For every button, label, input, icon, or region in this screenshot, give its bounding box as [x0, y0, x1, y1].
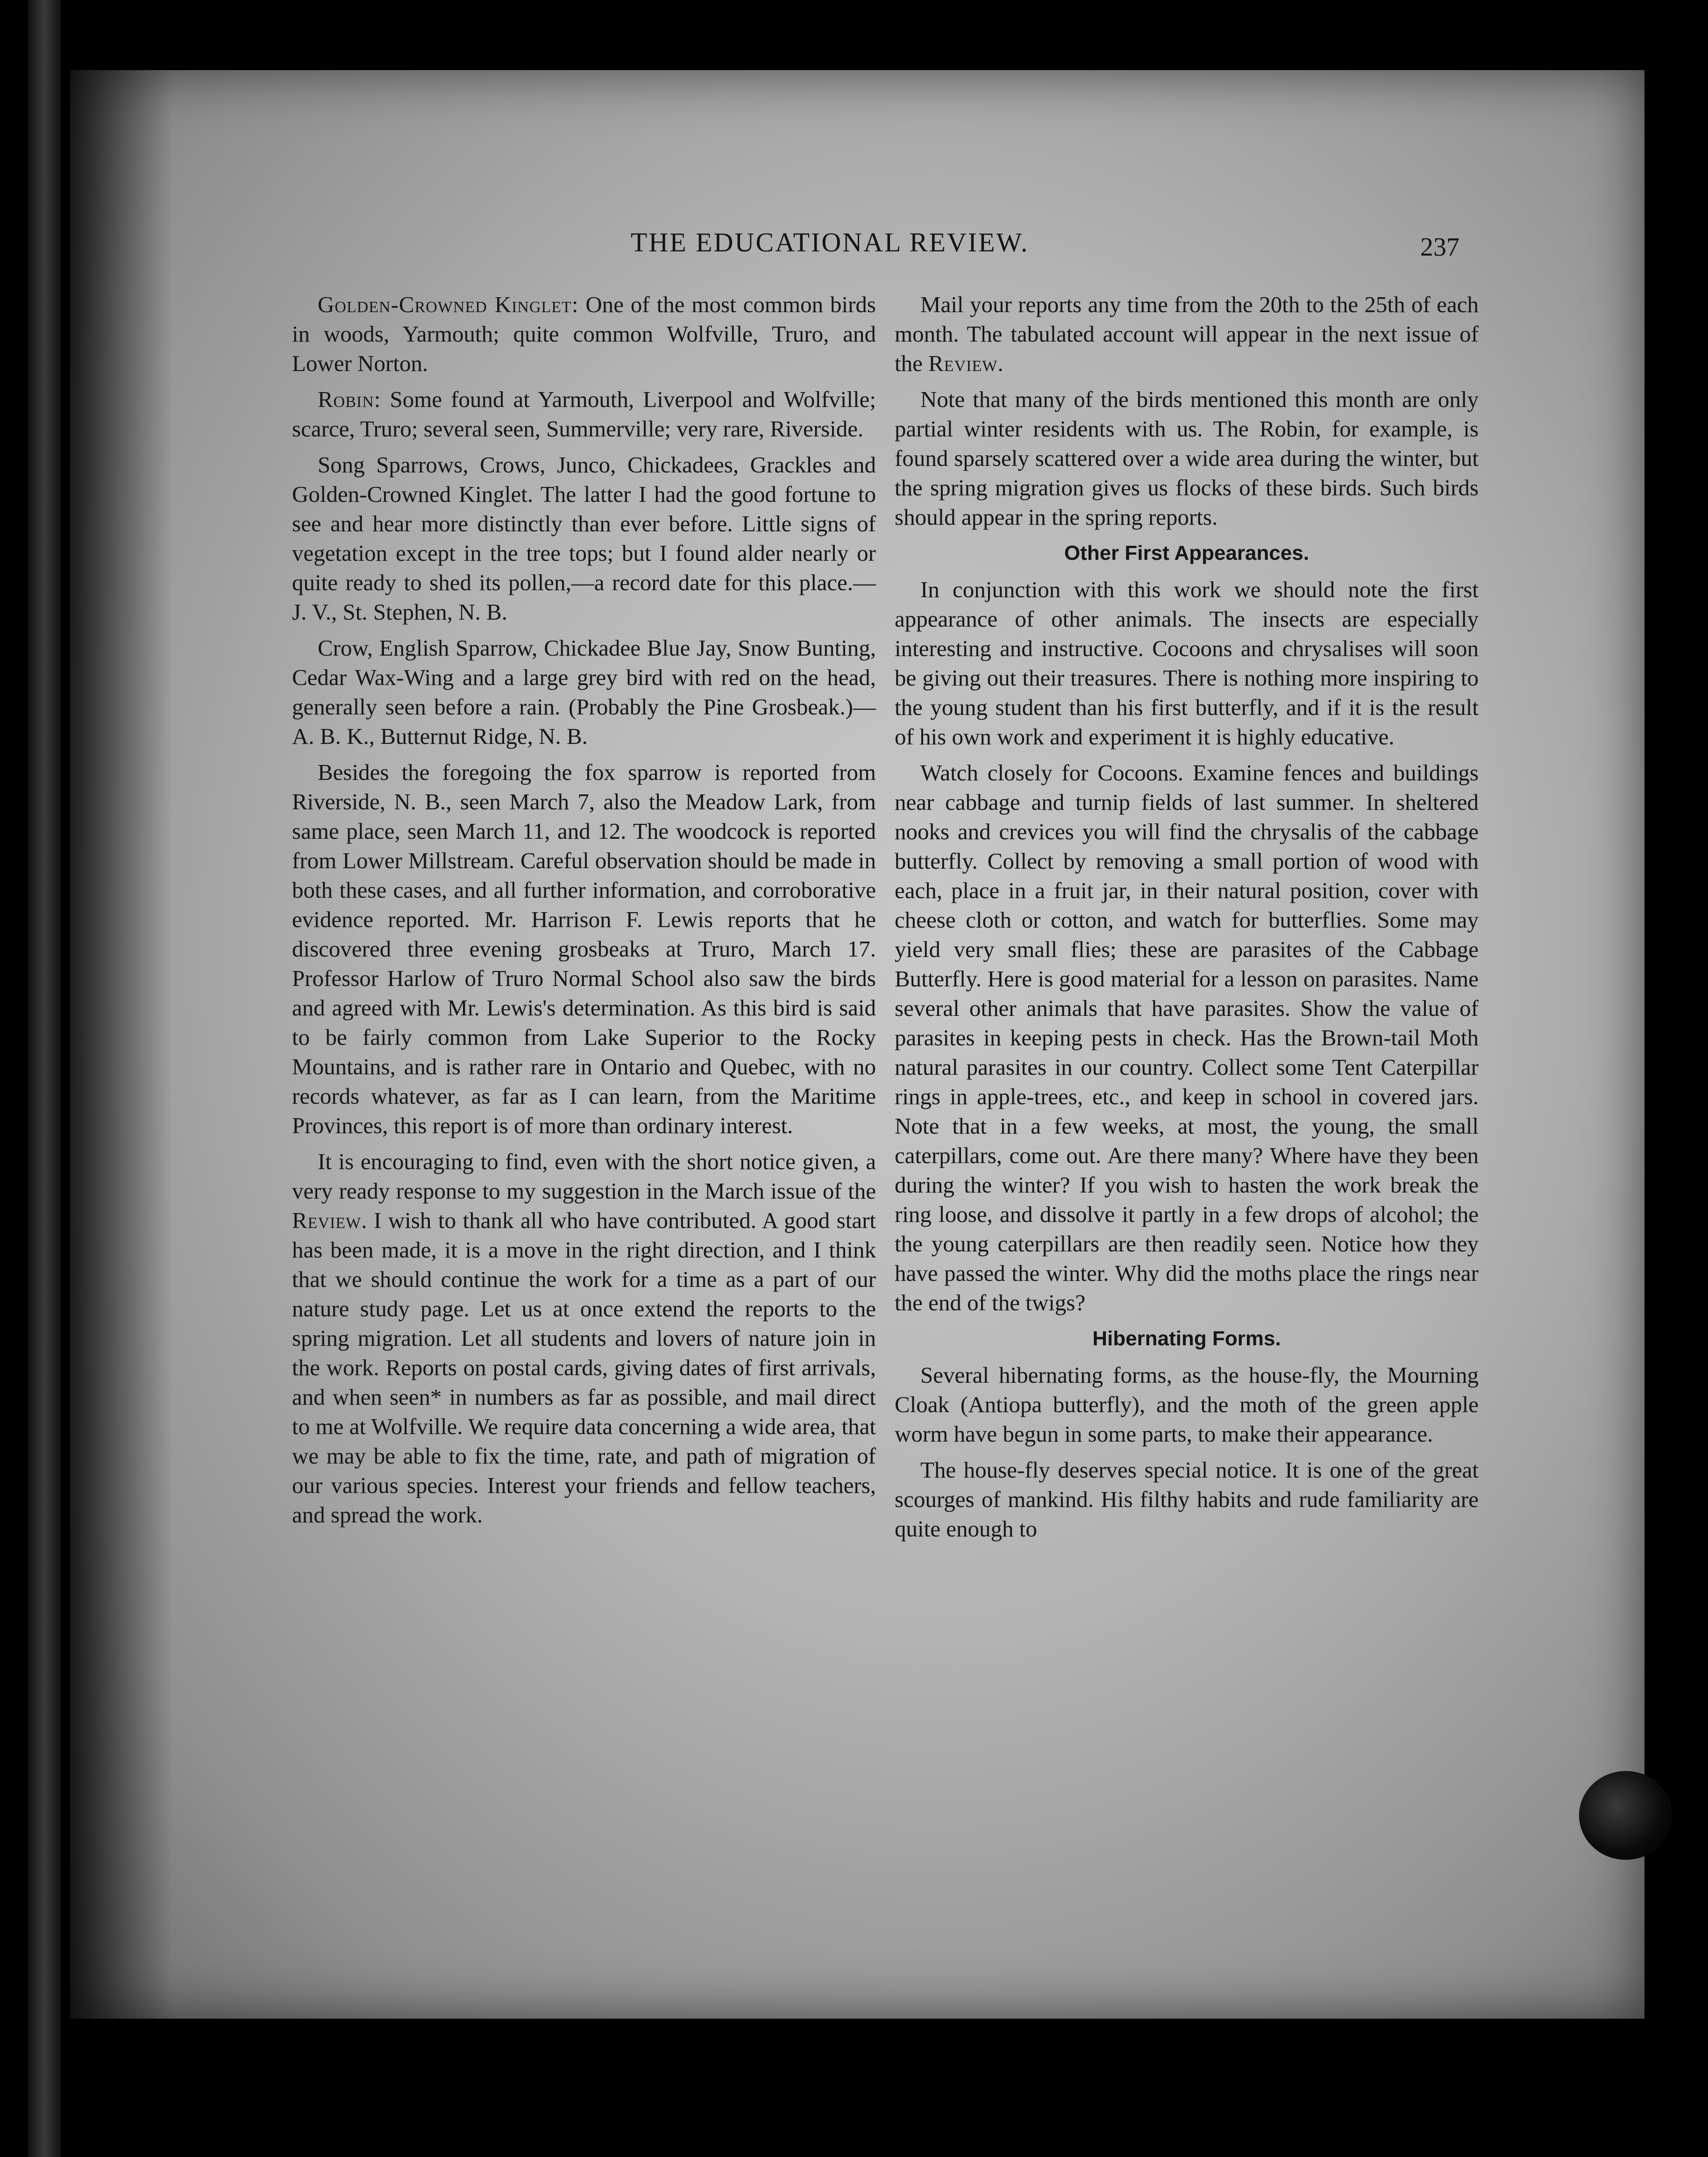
paragraph-cocoons: Watch closely for Cocoons. Examine fences and buildings near cabbage and turnip fields of last summer. In sheltered nooks and crevices you will find the chrysalis of the cabbage butterfly. Collect by removing a small portion of wood with each, place in a fruit jar, in their natural position, cover with cheese cloth or cotton, and watch for butterflies. Some may yield very small flies; these are parasites of the Cabbage Butterfly. Here is good material for a lesson on parasites. Name several other animals that have parasites. Show the value of parasites in keeping pests in check. Has the Brown-tail Moth natural parasites in our country. Collect some Tent Caterpillar rings in apple-trees, etc., and keep in school in covered jars. Note that in a few weeks, at most, the young, the small caterpillars, come out. Are there many? Where have they been during the winter? If you wish to hasten the work break the ring loose, and dissolve it partly in a few drops of alcohol; the the young caterpillars are then readily seen. Notice how they have passed the winter. Why did the moths place the rings near the end of the twigs? [895, 760, 1479, 1315]
page-number: 237 [1420, 233, 1459, 262]
text-span: Mail your reports any time from the 20th to the 25th of each month. The tabulated account will appear in the next issue of the [895, 292, 1479, 376]
running-title: THE EDUCATIONAL REVIEW. [631, 227, 1029, 257]
paragraph-st-stephen-report: Song Sparrows, Crows, Junco, Chickadees, Grackles and Golden-Crowned Kinglet. The latter I had the good fortune to see and hear more distinctly than ever before. Little signs of vegetation except in the tree tops; but I found alder nearly or quite ready to shed its pollen,—a record date for this place.— J. V., St. Stephen, N. B. [292, 452, 876, 625]
text-span: It is encouraging to find, even with the short notice given, a very ready response to my suggestion in the March issue of the [292, 1149, 876, 1204]
paragraph-fox-sparrow: Besides the foregoing the fox sparrow is reported from Riverside, N. B., seen March 7, also the Meadow Lark, from same place, seen March 11, and 12. The woodcock is reported from Lower Millstream. Careful observation should be made in both these cases, and all further information, and corroborative evidence reported. Mr. Harrison F. Lewis reports that he discovered three evening grosbeaks at Truro, March 17. Professor Harlow of Truro Normal School also saw the birds and agreed with Mr. Lewis's determination. As this bird is said to be fairly common from Lake Superior to the Rocky Mountains, and is rather rare in Ontario and Quebec, with no records whatever, as far as I can learn, from the Maritime Provinces, this report is of more than ordinary interest. [292, 759, 876, 1138]
heading-hibernating-forms: Hibernating Forms. [1092, 1327, 1281, 1350]
heading-other-first-appearances: Other First Appearances. [1064, 542, 1309, 564]
review-name: Review [292, 1207, 362, 1233]
text-span: . I wish to thank all who have contributed. A good start has been made, it is a move in the right direction, and I think that we should continue the work for a time as a part of our nature study page. Let us at once extend the reports to the spring migration. Let all students and lovers of nature join in the work. Reports on postal cards, giving dates of first arrivals, and when seen* in numbers as far as possible, and mail direct to me at Wolfville. We require data concerning a wide area, that we may be able to fix the time, rate, and path of migration of our various species. Interest your friends and fellow teachers, and spread the work. [292, 1207, 876, 1528]
paragraph-robin [292, 385, 876, 443]
paragraph-mail-reports [895, 290, 1479, 378]
binding-strip [28, 0, 61, 2157]
paragraph-golden-crowned-kinglet [292, 290, 876, 378]
text-span: . [997, 350, 1003, 376]
entry-label: Golden-Crowned Kinglet: [318, 292, 579, 317]
paragraph-house-fly: The house-fly deserves special notice. It is one of the great scourges of mankind. His filthy habits and rude familiarity are quite enough to [895, 1457, 1479, 1542]
paragraph-encouraging [292, 1147, 876, 1529]
paragraph-butternut-ridge-report: Crow, English Sparrow, Chickadee Blue Jay, Snow Bunting, Cedar Wax-Wing and a large grey bird with red on the head, generally seen before a rain. (Probably the Pine Grosbeak.)—A. B. K., Butternut Ridge, N. B. [292, 635, 876, 749]
review-name: Review [928, 350, 998, 376]
scan-blot [1579, 1771, 1672, 1860]
paragraph-hibernating: Several hibernating forms, as the house-fly, the Mourning Cloak (Antiopa butterfly), and the moth of the green apple worm have begun in some parts, to make their appearance. [895, 1362, 1479, 1447]
left-column [292, 290, 876, 1536]
entry-text: One of the most common birds in woods, Yarmouth; quite common Wolfville, Truro, and Lower Norton. [292, 292, 876, 376]
entry-text: Some found at Yarmouth, Liverpool and Wolfville; scarce, Truro; several seen, Summerville; very rare, Riverside. [292, 386, 876, 442]
paragraph-conjunction: In conjunction with this work we should note the first appearance of other animals. The insects are especially interesting and instructive. Cocoons and chrysalises will soon be giving out their treasures. There is nothing more inspiring to the young student than his first butterfly, and if it is the result of his own work and experiment it is highly educative. [895, 577, 1479, 750]
entry-label: Robin: [318, 386, 381, 412]
page-header [70, 227, 1644, 283]
scan-shadow [70, 70, 173, 2019]
paragraph-partial-residents: Note that many of the birds mentioned this month are only partial winter residents with us. The Robin, for example, is found sparsely scattered over a wide area during the winter, but the spring migration gives us flocks of these birds. Such birds should appear in the spring reports. [895, 386, 1479, 530]
right-column [895, 290, 1479, 1550]
page [70, 70, 1644, 2019]
